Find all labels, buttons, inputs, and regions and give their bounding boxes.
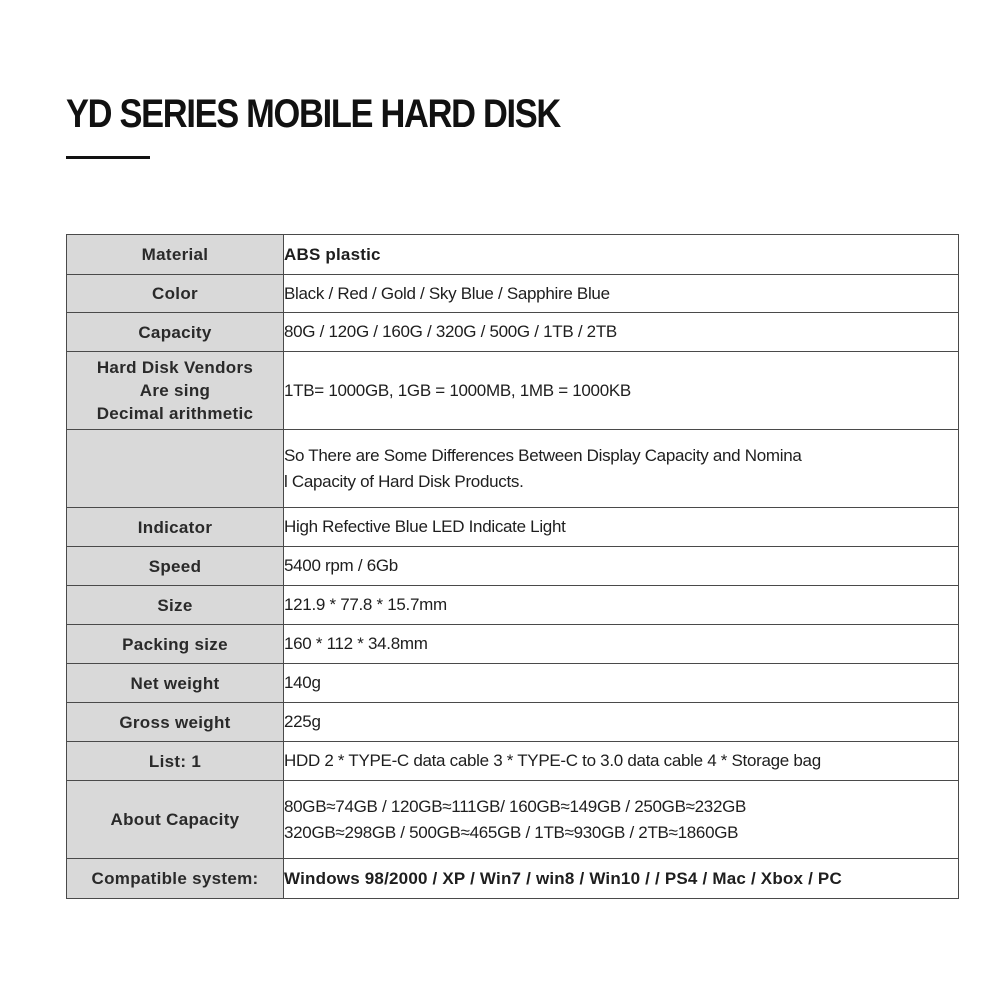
row-label-packing-size: Packing size [67,625,284,664]
table-row [67,664,959,703]
row-label-about-capacity: About Capacity [67,781,284,859]
table-row [67,859,959,899]
row-label-vendors [67,352,284,430]
table-row [67,781,959,859]
label-line: Are sing [139,381,211,400]
value-line: 320GB≈298GB / 500GB≈465GB / 1TB≈930GB / 2TB≈1860GB [284,822,739,842]
row-value-size: 121.9 * 77.8 * 15.7mm [284,586,959,625]
row-value-color: Black / Red / Gold / Sky Blue / Sapphire Blue [284,275,959,313]
table-row [67,508,959,547]
title-underline [66,156,150,159]
table-row [67,235,959,275]
label-line: Decimal arithmetic [96,404,254,423]
label-line: Hard Disk Vendors [96,358,254,377]
row-label-net-weight: Net weight [67,664,284,703]
value-line: 80GB≈74GB / 120GB≈111GB/ 160GB≈149GB / 250GB≈232GB [284,796,747,816]
row-label-empty [67,430,284,508]
row-value-list: HDD 2 * TYPE-C data cable 3 * TYPE-C to 3.0 data cable 4 * Storage bag [284,742,959,781]
row-value-packing-size: 160 * 112 * 34.8mm [284,625,959,664]
row-value-indicator: High Refective Blue LED Indicate Light [284,508,959,547]
table-row [67,586,959,625]
row-label-compatible-system: Compatible system: [67,859,284,899]
row-value-about-capacity [284,781,959,859]
row-label-speed: Speed [67,547,284,586]
row-label-material: Material [67,235,284,275]
row-label-indicator: Indicator [67,508,284,547]
row-value-capacity-note [284,430,959,508]
row-value-compatible-system: Windows 98/2000 / XP / Win7 / win8 / Win10 / / PS4 / Mac / Xbox / PC [284,859,959,899]
row-value-capacity: 80G / 120G / 160G / 320G / 500G / 1TB / 2TB [284,313,959,352]
row-label-gross-weight: Gross weight [67,703,284,742]
table-row [67,625,959,664]
value-line: l Capacity of Hard Disk Products. [284,471,524,491]
spec-table [66,234,959,899]
row-label-capacity: Capacity [67,313,284,352]
value-line: So There are Some Differences Between Display Capacity and Nomina [284,445,802,465]
table-row [67,430,959,508]
row-value-vendors: 1TB= 1000GB, 1GB = 1000MB, 1MB = 1000KB [284,352,959,430]
table-row [67,742,959,781]
table-row [67,703,959,742]
table-row [67,313,959,352]
row-label-color: Color [67,275,284,313]
table-row [67,275,959,313]
table-row [67,547,959,586]
row-value-net-weight: 140g [284,664,959,703]
table-row [67,352,959,430]
row-label-list: List: 1 [67,742,284,781]
row-label-size: Size [67,586,284,625]
row-value-speed: 5400 rpm / 6Gb [284,547,959,586]
page-title: YD SERIES MOBILE HARD DISK [66,92,560,136]
row-value-material: ABS plastic [284,235,959,275]
row-value-gross-weight: 225g [284,703,959,742]
